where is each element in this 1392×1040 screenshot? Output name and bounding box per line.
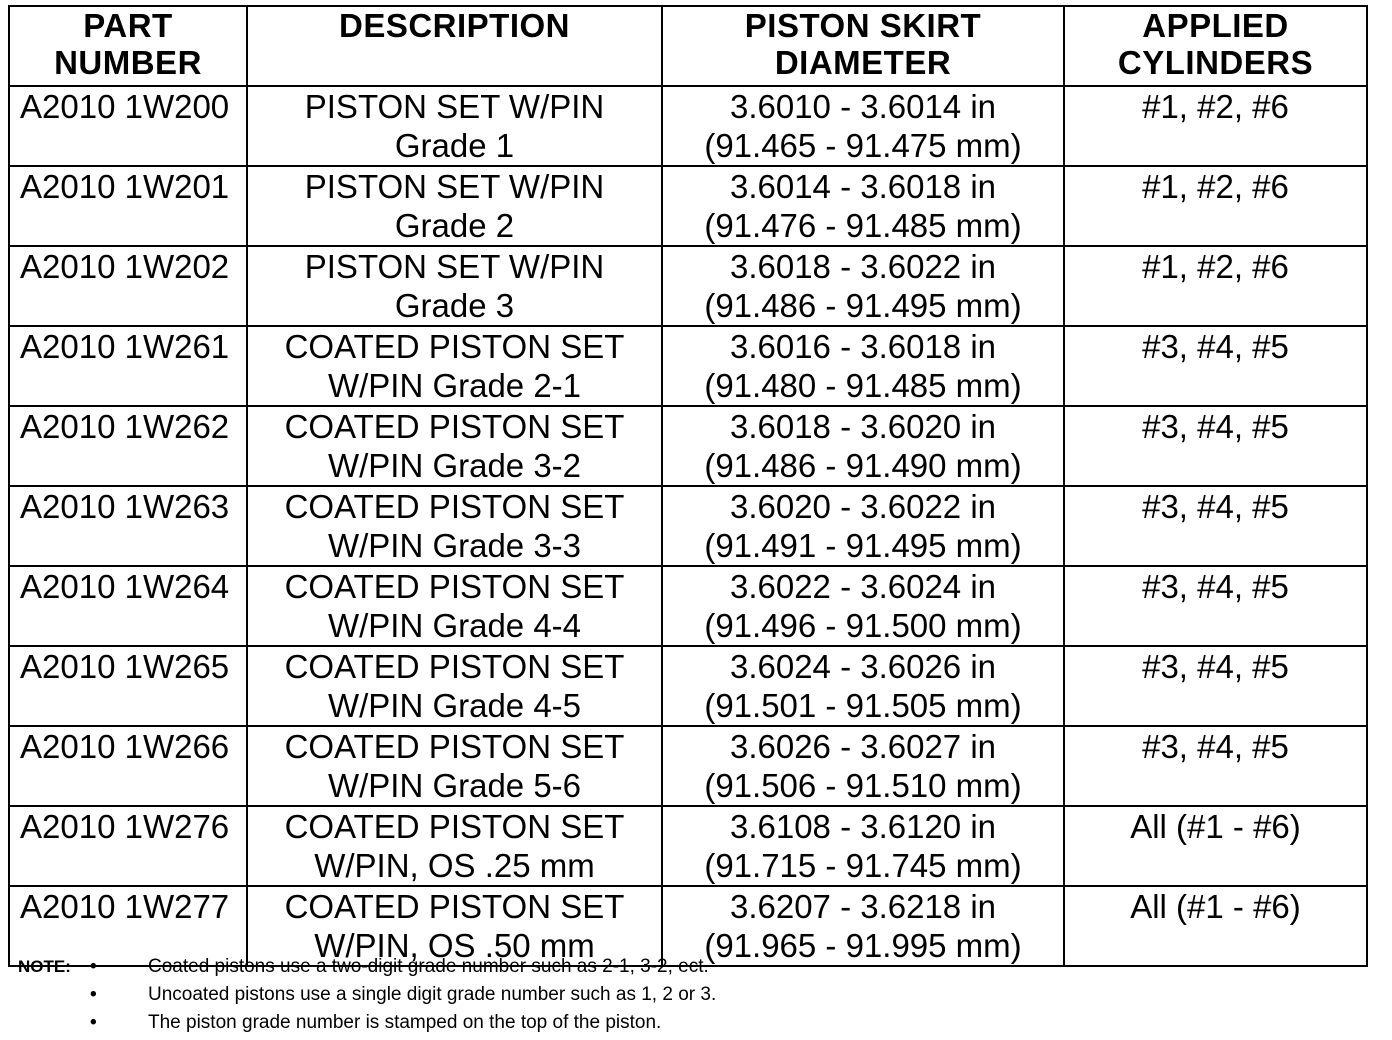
header-applied-cylinders: APPLIED CYLINDERS bbox=[1064, 6, 1367, 86]
parts-table bbox=[8, 5, 1368, 967]
applied-cylinders-cell: #3, #4, #5 bbox=[1064, 406, 1367, 486]
notes-section bbox=[18, 953, 716, 1037]
description-cell: COATED PISTON SET W/PIN Grade 3-2 bbox=[247, 406, 662, 486]
description-cell: COATED PISTON SET W/PIN Grade 3-3 bbox=[247, 486, 662, 566]
applied-cylinders-cell: #1, #2, #6 bbox=[1064, 166, 1367, 246]
table-row bbox=[9, 726, 1367, 806]
description-cell: COATED PISTON SET W/PIN Grade 4-4 bbox=[247, 566, 662, 646]
applied-cylinders-cell: #3, #4, #5 bbox=[1064, 326, 1367, 406]
applied-cylinders-cell: #3, #4, #5 bbox=[1064, 566, 1367, 646]
applied-cylinders-cell: #1, #2, #6 bbox=[1064, 86, 1367, 166]
note-text: Coated pistons use a two-digit grade number such as 2-1, 3-2, ect. bbox=[148, 956, 709, 977]
header-row bbox=[9, 6, 1367, 86]
part-number-cell: A2010 1W276 bbox=[9, 806, 247, 886]
description-cell: PISTON SET W/PIN Grade 3 bbox=[247, 246, 662, 326]
diameter-cell: 3.6022 - 3.6024 in (91.496 - 91.500 mm) bbox=[662, 566, 1064, 646]
note-label: NOTE: bbox=[18, 957, 71, 976]
description-cell: PISTON SET W/PIN Grade 1 bbox=[247, 86, 662, 166]
part-number-cell: A2010 1W266 bbox=[9, 726, 247, 806]
part-number-cell: A2010 1W201 bbox=[9, 166, 247, 246]
table-row bbox=[9, 646, 1367, 726]
diameter-cell: 3.6010 - 3.6014 in (91.465 - 91.475 mm) bbox=[662, 86, 1064, 166]
diameter-cell: 3.6207 - 3.6218 in (91.965 - 91.995 mm) bbox=[662, 886, 1064, 966]
description-cell: COATED PISTON SET W/PIN Grade 5-6 bbox=[247, 726, 662, 806]
applied-cylinders-cell: #1, #2, #6 bbox=[1064, 246, 1367, 326]
table-row bbox=[9, 566, 1367, 646]
diameter-cell: 3.6024 - 3.6026 in (91.501 - 91.505 mm) bbox=[662, 646, 1064, 726]
table-row bbox=[9, 326, 1367, 406]
note-item bbox=[18, 953, 716, 981]
table-row bbox=[9, 166, 1367, 246]
diameter-cell: 3.6016 - 3.6018 in (91.480 - 91.485 mm) bbox=[662, 326, 1064, 406]
diameter-cell: 3.6014 - 3.6018 in (91.476 - 91.485 mm) bbox=[662, 166, 1064, 246]
table-row bbox=[9, 406, 1367, 486]
description-cell: COATED PISTON SET W/PIN Grade 4-5 bbox=[247, 646, 662, 726]
diameter-cell: 3.6108 - 3.6120 in (91.715 - 91.745 mm) bbox=[662, 806, 1064, 886]
header-description: DESCRIPTION bbox=[247, 6, 662, 86]
applied-cylinders-cell: #3, #4, #5 bbox=[1064, 646, 1367, 726]
diameter-cell: 3.6018 - 3.6022 in (91.486 - 91.495 mm) bbox=[662, 246, 1064, 326]
part-number-cell: A2010 1W263 bbox=[9, 486, 247, 566]
part-number-cell: A2010 1W262 bbox=[9, 406, 247, 486]
part-number-cell: A2010 1W202 bbox=[9, 246, 247, 326]
part-number-cell: A2010 1W277 bbox=[9, 886, 247, 966]
note-item bbox=[18, 981, 716, 1009]
part-number-cell: A2010 1W200 bbox=[9, 86, 247, 166]
applied-cylinders-cell: #3, #4, #5 bbox=[1064, 486, 1367, 566]
applied-cylinders-cell: #3, #4, #5 bbox=[1064, 726, 1367, 806]
header-piston-skirt-diameter: PISTON SKIRT DIAMETER bbox=[662, 6, 1064, 86]
description-cell: COATED PISTON SET W/PIN, OS .25 mm bbox=[247, 806, 662, 886]
table-row bbox=[9, 86, 1367, 166]
bullet-icon: • bbox=[90, 984, 97, 1005]
description-cell: COATED PISTON SET W/PIN Grade 2-1 bbox=[247, 326, 662, 406]
applied-cylinders-cell: All (#1 - #6) bbox=[1064, 806, 1367, 886]
note-text: The piston grade number is stamped on the top of the piston. bbox=[148, 1012, 662, 1033]
applied-cylinders-cell: All (#1 - #6) bbox=[1064, 886, 1367, 966]
part-number-cell: A2010 1W264 bbox=[9, 566, 247, 646]
table-row bbox=[9, 806, 1367, 886]
note-item bbox=[18, 1009, 716, 1037]
table-row bbox=[9, 246, 1367, 326]
diameter-cell: 3.6018 - 3.6020 in (91.486 - 91.490 mm) bbox=[662, 406, 1064, 486]
description-cell: PISTON SET W/PIN Grade 2 bbox=[247, 166, 662, 246]
diameter-cell: 3.6020 - 3.6022 in (91.491 - 91.495 mm) bbox=[662, 486, 1064, 566]
description-cell: COATED PISTON SET W/PIN, OS .50 mm bbox=[247, 886, 662, 966]
diameter-cell: 3.6026 - 3.6027 in (91.506 - 91.510 mm) bbox=[662, 726, 1064, 806]
part-number-cell: A2010 1W265 bbox=[9, 646, 247, 726]
bullet-icon: • bbox=[90, 1012, 97, 1033]
note-text: Uncoated pistons use a single digit grade number such as 1, 2 or 3. bbox=[148, 984, 717, 1005]
part-number-cell: A2010 1W261 bbox=[9, 326, 247, 406]
bullet-icon: • bbox=[90, 956, 97, 977]
header-part-number: PART NUMBER bbox=[9, 6, 247, 86]
table-row bbox=[9, 486, 1367, 566]
